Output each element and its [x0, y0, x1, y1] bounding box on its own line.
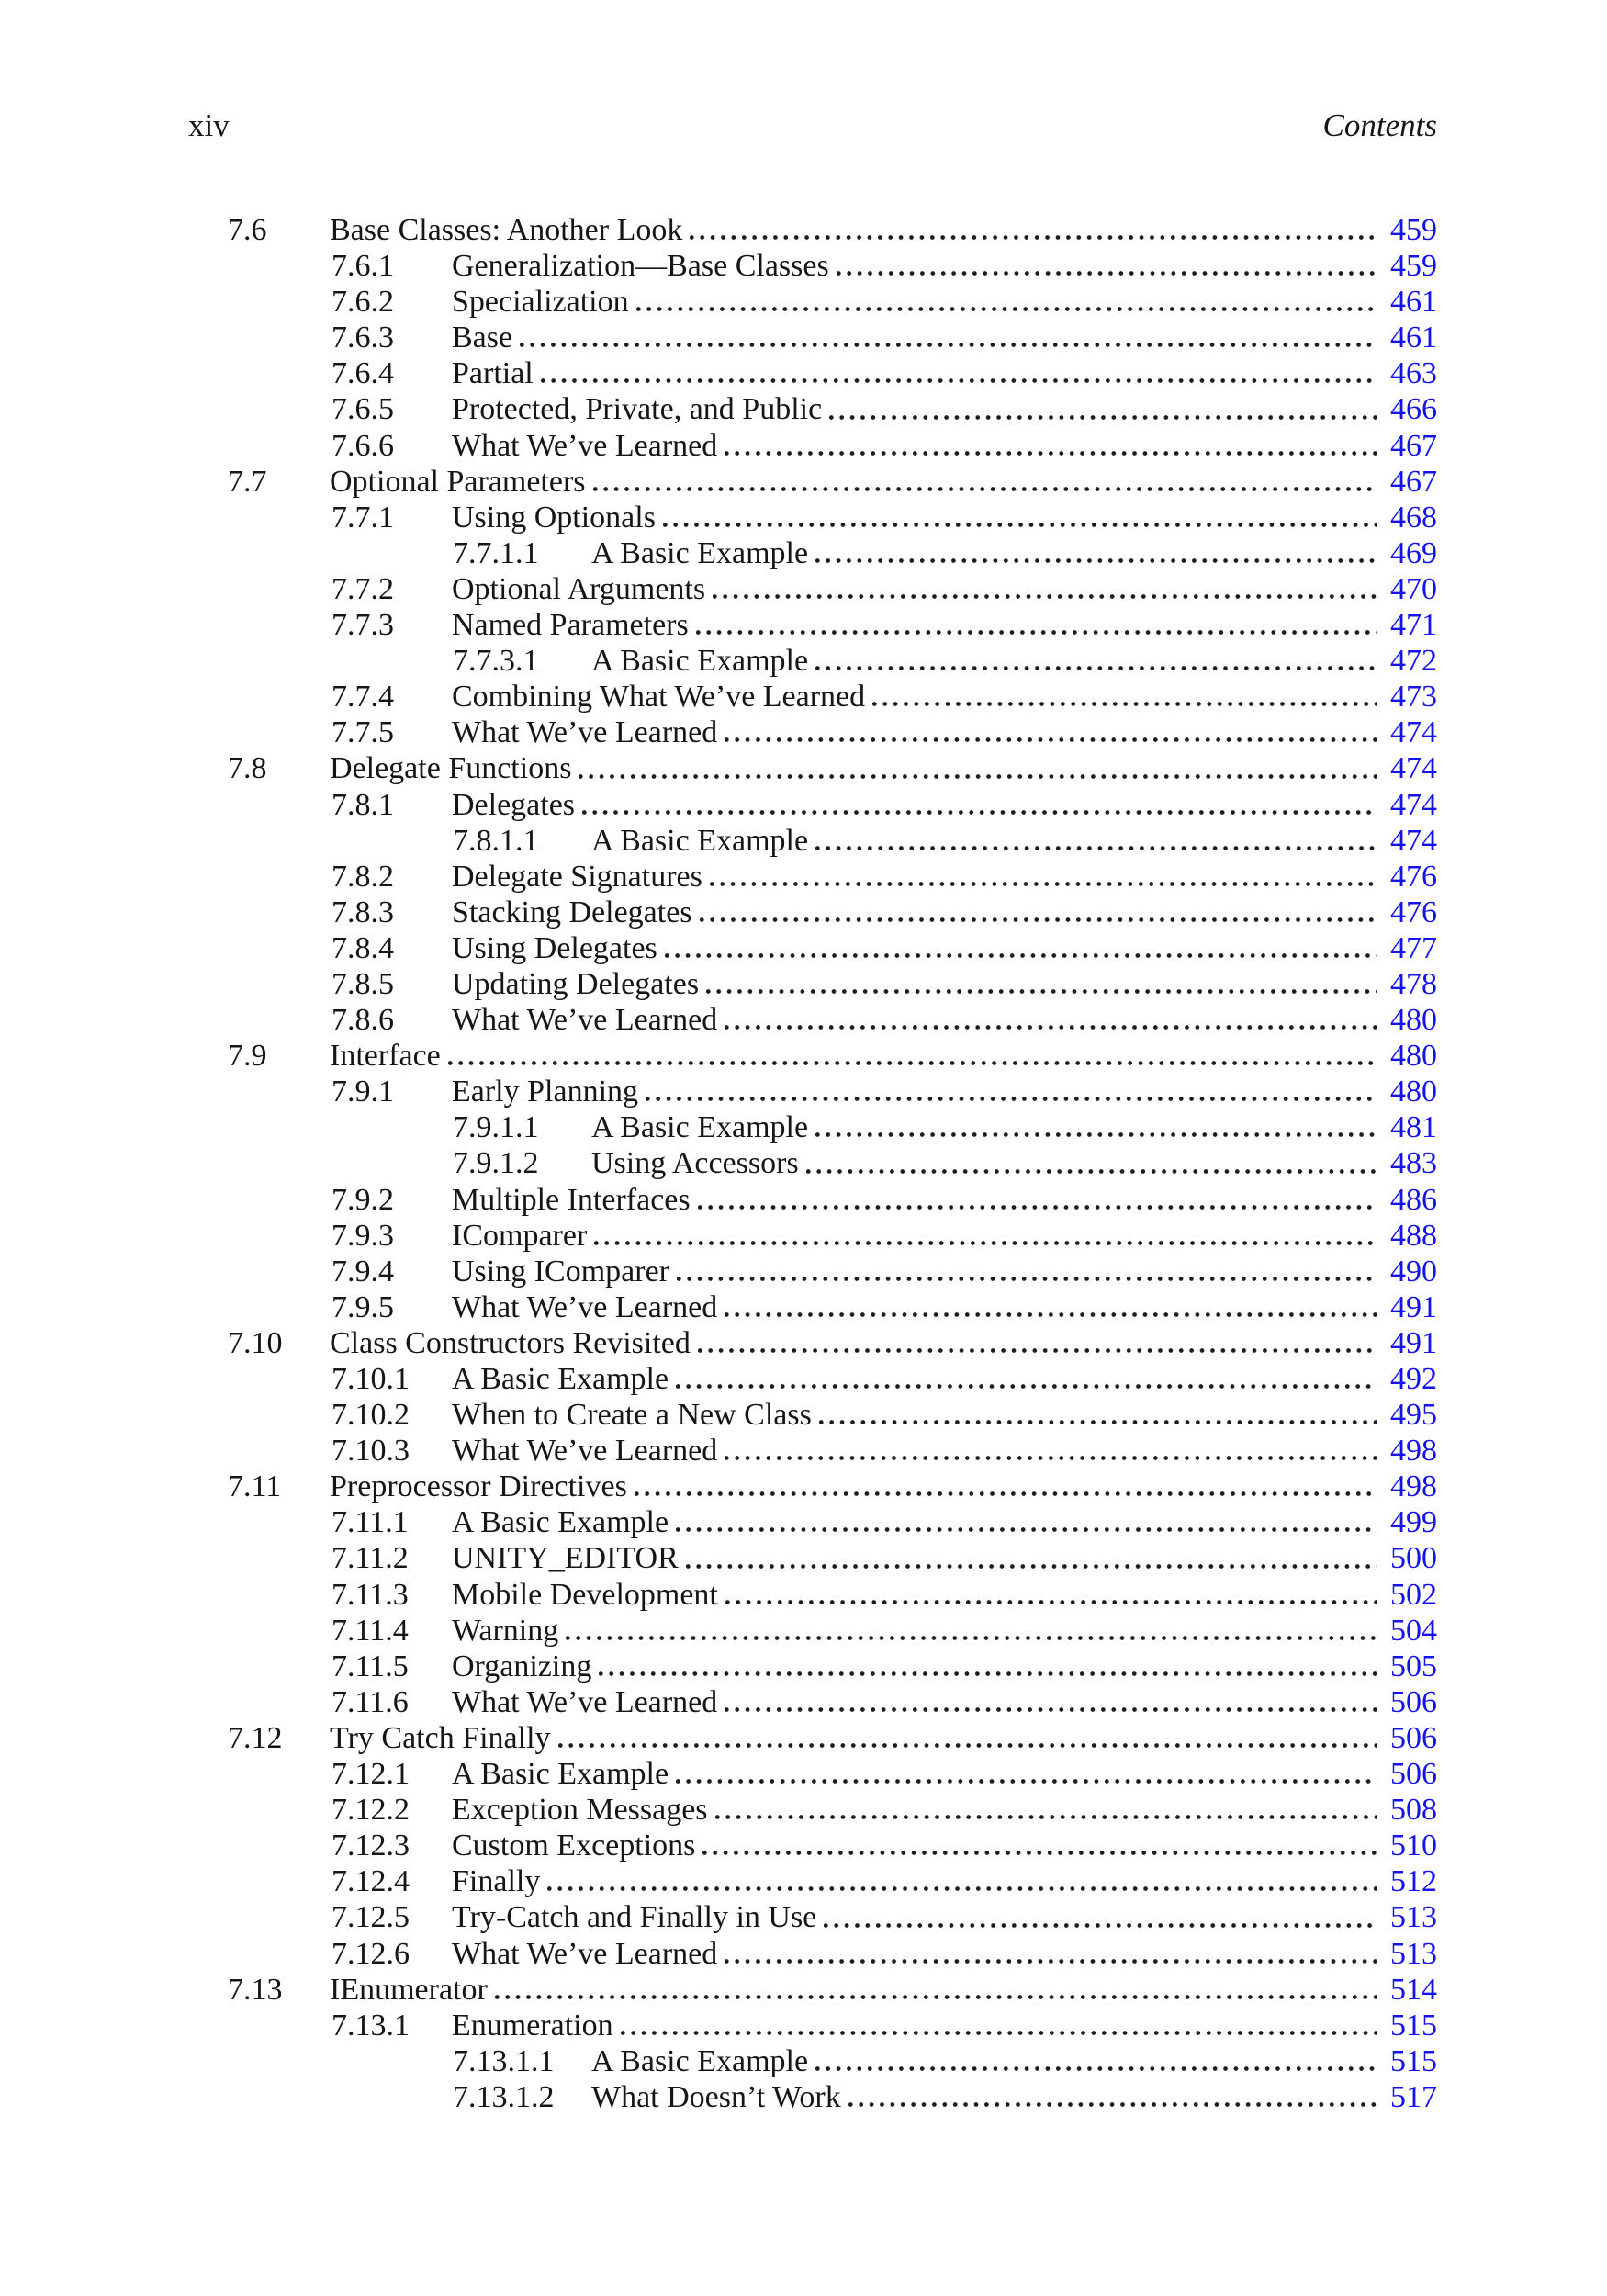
section-number: 7.11.3: [332, 1577, 409, 1612]
page-number-link[interactable]: 461: [1390, 285, 1437, 320]
dot-leader: [636, 307, 1377, 311]
dot-leader: [725, 1707, 1377, 1712]
section-number: 7.12.5: [332, 1900, 410, 1935]
section-title: Using Optionals: [452, 500, 656, 535]
toc-entry: [0, 1540, 1437, 1576]
section-title: Enumeration: [452, 2008, 613, 2043]
section-number: 7.12.1: [332, 1757, 410, 1792]
section-title: What Doesn’t Work: [591, 2079, 841, 2114]
section-title: Combining What We’ve Learned: [452, 680, 866, 715]
dot-leader: [676, 1527, 1377, 1532]
page-number-link[interactable]: 491: [1390, 1289, 1437, 1324]
section-title: Base: [452, 321, 513, 355]
section-title: Try-Catch and Finally in Use: [452, 1900, 817, 1935]
page-number-link[interactable]: 510: [1390, 1829, 1437, 1863]
dot-leader: [706, 989, 1377, 994]
section-number: 7.9: [228, 1039, 267, 1074]
dot-leader: [698, 1348, 1377, 1353]
toc-entry: [0, 284, 1437, 320]
section-number: 7.11.6: [332, 1684, 409, 1719]
dot-leader: [815, 558, 1377, 563]
dot-leader: [725, 1600, 1377, 1604]
section-number: 7.13.1.1: [453, 2043, 555, 2078]
dot-leader: [837, 271, 1377, 276]
page-number-link[interactable]: 499: [1390, 1505, 1437, 1540]
section-title: A Basic Example: [452, 1505, 669, 1540]
section-number: 7.8.3: [332, 895, 394, 929]
dot-leader: [665, 953, 1377, 958]
toc-entry: [0, 248, 1437, 284]
page-number-link[interactable]: 488: [1390, 1218, 1437, 1253]
toc-entry: [0, 1684, 1437, 1720]
dot-leader: [582, 810, 1377, 815]
section-number: 7.9.1.2: [453, 1146, 539, 1181]
section-number: 7.8.2: [332, 859, 394, 894]
section-number: 7.9.3: [332, 1218, 394, 1253]
toc-entry: [0, 1109, 1437, 1145]
section-title: What We’ve Learned: [452, 715, 718, 750]
page-number-link[interactable]: 513: [1390, 1900, 1437, 1935]
toc-entry: [0, 355, 1437, 391]
section-title: Try Catch Finally: [330, 1720, 551, 1755]
section-title: Using IComparer: [452, 1254, 670, 1289]
page-number-link[interactable]: 490: [1390, 1254, 1437, 1289]
page-number-link[interactable]: 491: [1390, 1325, 1437, 1360]
page-number-link[interactable]: 483: [1390, 1146, 1437, 1181]
dot-leader: [635, 1491, 1377, 1496]
section-number: 7.11.5: [332, 1649, 409, 1683]
section-number: 7.12.2: [332, 1793, 410, 1828]
dot-leader: [824, 1923, 1377, 1928]
toc-entry: [0, 1289, 1437, 1325]
toc-entry: [0, 1397, 1437, 1433]
dot-leader: [829, 415, 1377, 420]
toc-entry: [0, 679, 1437, 715]
folio-page-number: xiv: [188, 107, 230, 143]
dot-leader: [725, 737, 1377, 742]
toc-entry: [0, 823, 1437, 859]
page-number-link[interactable]: 467: [1390, 428, 1437, 463]
section-title: Preprocessor Directives: [330, 1469, 627, 1504]
toc-entry: [0, 1720, 1437, 1756]
section-number: 7.7.4: [332, 680, 394, 715]
section-title: Optional Arguments: [452, 571, 706, 606]
section-title: Early Planning: [452, 1075, 639, 1109]
page-number-link[interactable]: 474: [1390, 823, 1437, 858]
section-title: Delegate Functions: [330, 751, 572, 786]
dot-leader: [677, 1277, 1377, 1281]
toc-entry: [0, 1002, 1437, 1038]
toc-entry: [0, 643, 1437, 679]
dot-leader: [558, 1743, 1377, 1748]
section-title: What We’ve Learned: [452, 1003, 718, 1038]
page-number-link[interactable]: 502: [1390, 1577, 1437, 1612]
toc-entry: [0, 1828, 1437, 1863]
section-title: A Basic Example: [591, 644, 809, 679]
dot-leader: [690, 235, 1377, 240]
page-number-link[interactable]: 515: [1390, 2008, 1437, 2043]
page-number-link[interactable]: 504: [1390, 1613, 1437, 1648]
toc-entry: [0, 1863, 1437, 1899]
section-title: IEnumerator: [330, 1972, 488, 2007]
section-number: 7.10.3: [332, 1434, 410, 1469]
toc-entry: [0, 1433, 1437, 1469]
toc-entry: [0, 715, 1437, 750]
dot-leader: [593, 487, 1377, 491]
section-number: 7.7: [228, 464, 267, 499]
section-title: What We’ve Learned: [452, 1684, 718, 1719]
page-number-link[interactable]: 513: [1390, 1936, 1437, 1971]
section-title: A Basic Example: [591, 1110, 809, 1145]
page-number-link[interactable]: 498: [1390, 1469, 1437, 1504]
page-number-link[interactable]: 512: [1390, 1864, 1437, 1899]
page-number-link[interactable]: 476: [1390, 895, 1437, 929]
section-title: A Basic Example: [452, 1362, 669, 1396]
page-number-link[interactable]: 506: [1390, 1720, 1437, 1755]
page-number-link[interactable]: 459: [1390, 249, 1437, 284]
dot-leader: [686, 1564, 1377, 1569]
section-number: 7.13.1: [332, 2008, 410, 2043]
section-title: Protected, Private, and Public: [452, 392, 823, 427]
dot-leader: [806, 1169, 1377, 1174]
dot-leader: [725, 1025, 1377, 1030]
section-title: Partial: [452, 356, 534, 391]
toc-entry: [0, 1254, 1437, 1289]
dot-leader: [621, 2031, 1377, 2035]
section-title: Optional Parameters: [330, 464, 586, 499]
toc-entry: [0, 1972, 1437, 2008]
page-number-link[interactable]: 474: [1390, 787, 1437, 822]
page-number-link[interactable]: 515: [1390, 2043, 1437, 2078]
section-number: 7.6.3: [332, 321, 394, 355]
dot-leader: [698, 1205, 1377, 1210]
dot-leader: [579, 774, 1377, 779]
toc-entry: [0, 500, 1437, 535]
dot-leader: [696, 630, 1377, 635]
section-number: 7.10: [228, 1325, 283, 1360]
dot-leader: [815, 2066, 1377, 2071]
page-number-link[interactable]: 486: [1390, 1182, 1437, 1217]
dot-leader: [872, 702, 1377, 706]
dot-leader: [713, 594, 1377, 599]
section-title: Class Constructors Revisited: [330, 1325, 691, 1360]
dot-leader: [676, 1384, 1377, 1389]
dot-leader: [594, 1241, 1377, 1245]
section-title: When to Create a New Class: [452, 1398, 812, 1433]
section-number: 7.13: [228, 1972, 283, 2007]
page-number-link[interactable]: 506: [1390, 1684, 1437, 1719]
section-title: Delegate Signatures: [452, 859, 702, 894]
section-title: What We’ve Learned: [452, 1289, 718, 1324]
section-number: 7.6.2: [332, 285, 394, 320]
page-number-link[interactable]: 474: [1390, 751, 1437, 786]
page-number-link[interactable]: 461: [1390, 321, 1437, 355]
section-title: A Basic Example: [452, 1757, 669, 1792]
dot-leader: [700, 917, 1377, 922]
section-title: Multiple Interfaces: [452, 1182, 691, 1217]
section-number: 7.12: [228, 1720, 283, 1755]
toc-entry: [0, 1899, 1437, 1935]
page-number-link[interactable]: 517: [1390, 2079, 1437, 2114]
section-title: Mobile Development: [452, 1577, 718, 1612]
page-number-link[interactable]: 508: [1390, 1793, 1437, 1828]
section-title: IComparer: [452, 1218, 588, 1253]
section-number: 7.7.3.1: [453, 644, 539, 679]
page-number-link[interactable]: 472: [1390, 644, 1437, 679]
section-number: 7.10.2: [332, 1398, 410, 1433]
toc-entry: [0, 212, 1437, 248]
section-number: 7.12.3: [332, 1829, 410, 1863]
page-number-link[interactable]: 474: [1390, 715, 1437, 750]
section-number: 7.7.1.1: [453, 535, 539, 570]
page-number-link[interactable]: 471: [1390, 608, 1437, 643]
toc-entry: [0, 607, 1437, 643]
section-number: 7.9.5: [332, 1289, 394, 1324]
section-number: 7.9.2: [332, 1182, 394, 1217]
section-number: 7.8.1.1: [453, 823, 539, 858]
dot-leader: [663, 523, 1377, 527]
section-title: Using Accessors: [591, 1146, 799, 1181]
toc-entry: [0, 930, 1437, 966]
dot-leader: [819, 1420, 1377, 1424]
section-number: 7.6.4: [332, 356, 394, 391]
dot-leader: [848, 2102, 1377, 2107]
page-number-link[interactable]: 506: [1390, 1757, 1437, 1792]
section-title: Warning: [452, 1613, 559, 1648]
page-number-link[interactable]: 500: [1390, 1541, 1437, 1576]
toc-entry: [0, 464, 1437, 500]
toc-entry: [0, 1936, 1437, 1972]
page-number-link[interactable]: 466: [1390, 392, 1437, 427]
section-title: A Basic Example: [591, 535, 809, 570]
dot-leader: [566, 1636, 1377, 1640]
page-number-link[interactable]: 469: [1390, 535, 1437, 570]
toc-entry: [0, 1792, 1437, 1828]
toc-entry: [0, 895, 1437, 930]
page-number-link[interactable]: 505: [1390, 1649, 1437, 1683]
section-number: 7.12.6: [332, 1936, 410, 1971]
section-title: A Basic Example: [591, 2043, 809, 2078]
section-number: 7.8: [228, 751, 267, 786]
section-title: Base Classes: Another Look: [330, 213, 683, 247]
section-title: What We’ve Learned: [452, 1434, 718, 1469]
section-title: Interface: [330, 1039, 441, 1074]
dot-leader: [725, 1456, 1377, 1460]
toc-entry: [0, 2043, 1437, 2079]
dot-leader: [448, 1061, 1377, 1065]
page-number-link[interactable]: 480: [1390, 1075, 1437, 1109]
toc-entry: [0, 1182, 1437, 1218]
section-title: Using Delegates: [452, 930, 657, 965]
page-number-link[interactable]: 480: [1390, 1039, 1437, 1074]
section-title: What We’ve Learned: [452, 1936, 718, 1971]
section-number: 7.6.6: [332, 428, 394, 463]
section-number: 7.11: [228, 1469, 282, 1504]
dot-leader: [520, 343, 1377, 347]
section-title: Stacking Delegates: [452, 895, 692, 929]
page-number-link[interactable]: 481: [1390, 1110, 1437, 1145]
dot-leader: [815, 846, 1377, 850]
dot-leader: [725, 1959, 1377, 1964]
toc-entry: [0, 1756, 1437, 1792]
section-title: Organizing: [452, 1649, 592, 1683]
dot-leader: [725, 1312, 1377, 1317]
section-title: Finally: [452, 1864, 541, 1899]
page-number-link[interactable]: 468: [1390, 500, 1437, 535]
page-number-link[interactable]: 467: [1390, 464, 1437, 499]
dot-leader: [547, 1886, 1377, 1891]
section-number: 7.6.1: [332, 249, 394, 284]
toc-entry: [0, 571, 1437, 607]
section-number: 7.8.6: [332, 1003, 394, 1038]
toc-entry: [0, 1649, 1437, 1684]
section-number: 7.13.1.2: [453, 2079, 555, 2114]
toc-entry: [0, 1038, 1437, 1074]
dot-leader: [541, 378, 1377, 383]
page-number-link[interactable]: 514: [1390, 1972, 1437, 2007]
toc-entry: [0, 1361, 1437, 1397]
section-number: 7.9.4: [332, 1254, 394, 1289]
section-number: 7.6: [228, 213, 267, 247]
page-number-link[interactable]: 492: [1390, 1362, 1437, 1396]
page-number-link[interactable]: 470: [1390, 571, 1437, 606]
section-number: 7.8.5: [332, 966, 394, 1001]
section-number: 7.9.1.1: [453, 1110, 539, 1145]
dot-leader: [715, 1815, 1377, 1819]
dot-leader: [646, 1097, 1377, 1101]
toc-entry: [0, 1074, 1437, 1109]
dot-leader: [676, 1779, 1377, 1784]
page-header: [188, 107, 1437, 145]
page-number-link[interactable]: 463: [1390, 356, 1437, 391]
page-number-link[interactable]: 495: [1390, 1398, 1437, 1433]
section-title: A Basic Example: [591, 823, 809, 858]
page-number-link[interactable]: 498: [1390, 1434, 1437, 1469]
toc-entry: [0, 750, 1437, 786]
toc-entry: [0, 1469, 1437, 1504]
section-number: 7.11.2: [332, 1541, 409, 1576]
dot-leader: [815, 666, 1377, 670]
section-title: Specialization: [452, 285, 629, 320]
section-title: What We’ve Learned: [452, 428, 718, 463]
section-number: 7.6.5: [332, 392, 394, 427]
toc-entry: [0, 1577, 1437, 1613]
section-title: Generalization—Base Classes: [452, 249, 829, 284]
section-title: Exception Messages: [452, 1793, 708, 1828]
toc-entry: [0, 1504, 1437, 1540]
section-number: 7.10.1: [332, 1362, 410, 1396]
toc-entry: [0, 428, 1437, 464]
section-title: Named Parameters: [452, 608, 689, 643]
page-number-link[interactable]: 473: [1390, 680, 1437, 715]
section-title: UNITY_EDITOR: [452, 1541, 679, 1576]
toc-entry: [0, 787, 1437, 823]
toc-entry: [0, 2008, 1437, 2043]
toc-entry: [0, 966, 1437, 1002]
dot-leader: [495, 1995, 1377, 1999]
toc-entry: [0, 1145, 1437, 1181]
section-title: Custom Exceptions: [452, 1829, 696, 1863]
toc-entry: [0, 535, 1437, 571]
section-number: 7.7.1: [332, 500, 394, 535]
toc-entry: [0, 391, 1437, 427]
dot-leader: [710, 882, 1377, 886]
toc-entry: [0, 859, 1437, 895]
section-title: Updating Delegates: [452, 966, 700, 1001]
section-number: 7.7.3: [332, 608, 394, 643]
section-number: 7.12.4: [332, 1864, 410, 1899]
section-number: 7.7.2: [332, 571, 394, 606]
toc-entry: [0, 2079, 1437, 2115]
table-of-contents: [0, 212, 1437, 2115]
page-number-link[interactable]: 478: [1390, 966, 1437, 1001]
section-title: Delegates: [452, 787, 576, 822]
running-head: Contents: [1322, 107, 1437, 143]
toc-entry: [0, 1613, 1437, 1649]
section-number: 7.8.4: [332, 930, 394, 965]
dot-leader: [702, 1851, 1377, 1855]
page-number-link[interactable]: 459: [1390, 213, 1437, 247]
section-number: 7.11.4: [332, 1613, 409, 1648]
dot-leader: [599, 1671, 1377, 1676]
toc-entry: [0, 1325, 1437, 1361]
page-number-link[interactable]: 477: [1390, 930, 1437, 965]
dot-leader: [725, 451, 1377, 456]
section-number: 7.9.1: [332, 1075, 394, 1109]
toc-entry: [0, 320, 1437, 355]
section-number: 7.8.1: [332, 787, 394, 822]
page-number-link[interactable]: 480: [1390, 1003, 1437, 1038]
dot-leader: [815, 1132, 1377, 1137]
page-number-link[interactable]: 476: [1390, 859, 1437, 894]
section-number: 7.7.5: [332, 715, 394, 750]
section-number: 7.11.1: [332, 1505, 409, 1540]
toc-entry: [0, 1218, 1437, 1254]
